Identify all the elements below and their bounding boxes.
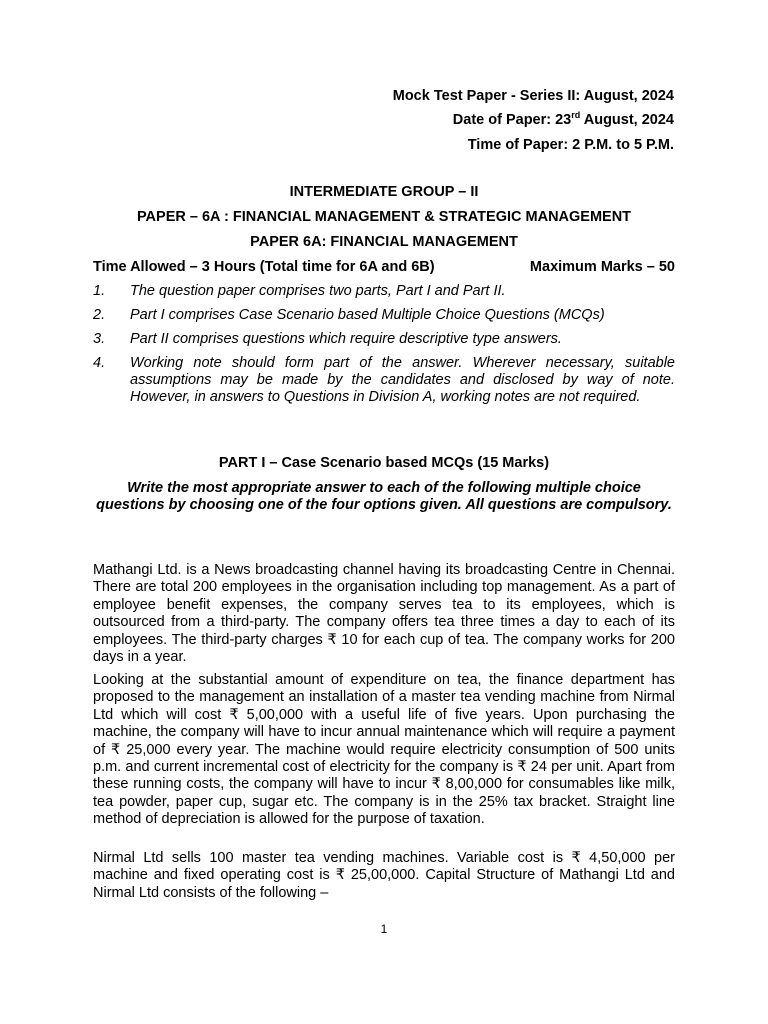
time-allowed: Time Allowed – 3 Hours (Total time for 6A and 6B) — [93, 259, 435, 275]
date-of-paper — [453, 112, 674, 128]
instruction-number: 3. — [93, 331, 106, 347]
instruction-text: Working note should form part of the answer. Wherever necessary, suitable assumptions may be made by the candidates and disclosed by way of note. However, in answers to Questions in Division A, working notes are not required. — [130, 355, 675, 405]
part1-instruction: Write the most appropriate answer to each of the following multiple choice questions by choosing one of the four options given. All questions are compulsory. — [96, 480, 672, 513]
instruction-number: 1. — [93, 283, 106, 299]
maximum-marks: Maximum Marks – 50 — [529, 259, 675, 275]
case-paragraph: Mathangi Ltd. is a News broadcasting channel having its broadcasting Centre in Chennai. There are total 200 employees in the organisation including top management. As a part of employee benefit expenses, the company serves tea to its employees, which is outsourced from a third-party. The company offers tea three times a day to each of its employees. The third-party charges ₹ 10 for each cup of tea. The company works for 200 days in a year. — [93, 562, 675, 666]
paper-title: PAPER – 6A : FINANCIAL MANAGEMENT & STRATEGIC MANAGEMENT — [136, 209, 632, 225]
part1-title: PART I – Case Scenario based MCQs (15 Marks) — [218, 455, 550, 471]
instruction-item — [93, 283, 675, 300]
instruction-number: 2. — [93, 307, 106, 323]
instruction-item — [93, 307, 675, 324]
instruction-item — [93, 355, 675, 406]
instruction-text: Part II comprises questions which require descriptive type answers. — [130, 331, 562, 347]
page-number: 1 — [380, 922, 388, 936]
series-heading: Mock Test Paper - Series II: August, 2024 — [392, 88, 674, 104]
date-superscript: rd — [571, 110, 581, 121]
time-of-paper: Time of Paper: 2 P.M. to 5 P.M. — [467, 137, 674, 153]
instruction-number: 4. — [93, 355, 106, 371]
case-paragraph: Nirmal Ltd sells 100 master tea vending machines. Variable cost is ₹ 4,50,000 per machine and fixed operating cost is ₹ 25,00,000. Capital Structure of Mathangi Ltd and Nirmal Ltd consists of the following – — [93, 850, 675, 901]
date-prefix: Date of Paper: 23 — [452, 112, 572, 128]
instruction-text: The question paper comprises two parts, Part I and Part II. — [130, 283, 506, 299]
date-suffix: August, 2024 — [580, 112, 674, 128]
subpaper-title: PAPER 6A: FINANCIAL MANAGEMENT — [250, 234, 518, 250]
group-title: INTERMEDIATE GROUP – II — [289, 184, 479, 200]
time-marks-row — [93, 259, 675, 275]
instruction-text: Part I comprises Case Scenario based Multiple Choice Questions (MCQs) — [130, 307, 605, 323]
case-paragraph: Looking at the substantial amount of expenditure on tea, the finance department has proposed to the management an installation of a master tea vending machine from Nirmal Ltd which will cost ₹ 5,00,000 with a useful life of five years. Upon purchasing the machine, the company will have to incur annual maintenance which will require a payment of ₹ 25,000 every year. The machine would require electricity consumption of 500 units p.m. and current incremental cost of electricity for the company is ₹ 24 per unit. Apart from these running costs, the company will have to incur ₹ 8,00,000 for consumables like milk, tea powder, paper cup, sugar etc. The company is in the 25% tax bracket. Straight line method of depreciation is allowed for the purpose of taxation. — [93, 672, 675, 828]
instruction-item — [93, 331, 675, 348]
